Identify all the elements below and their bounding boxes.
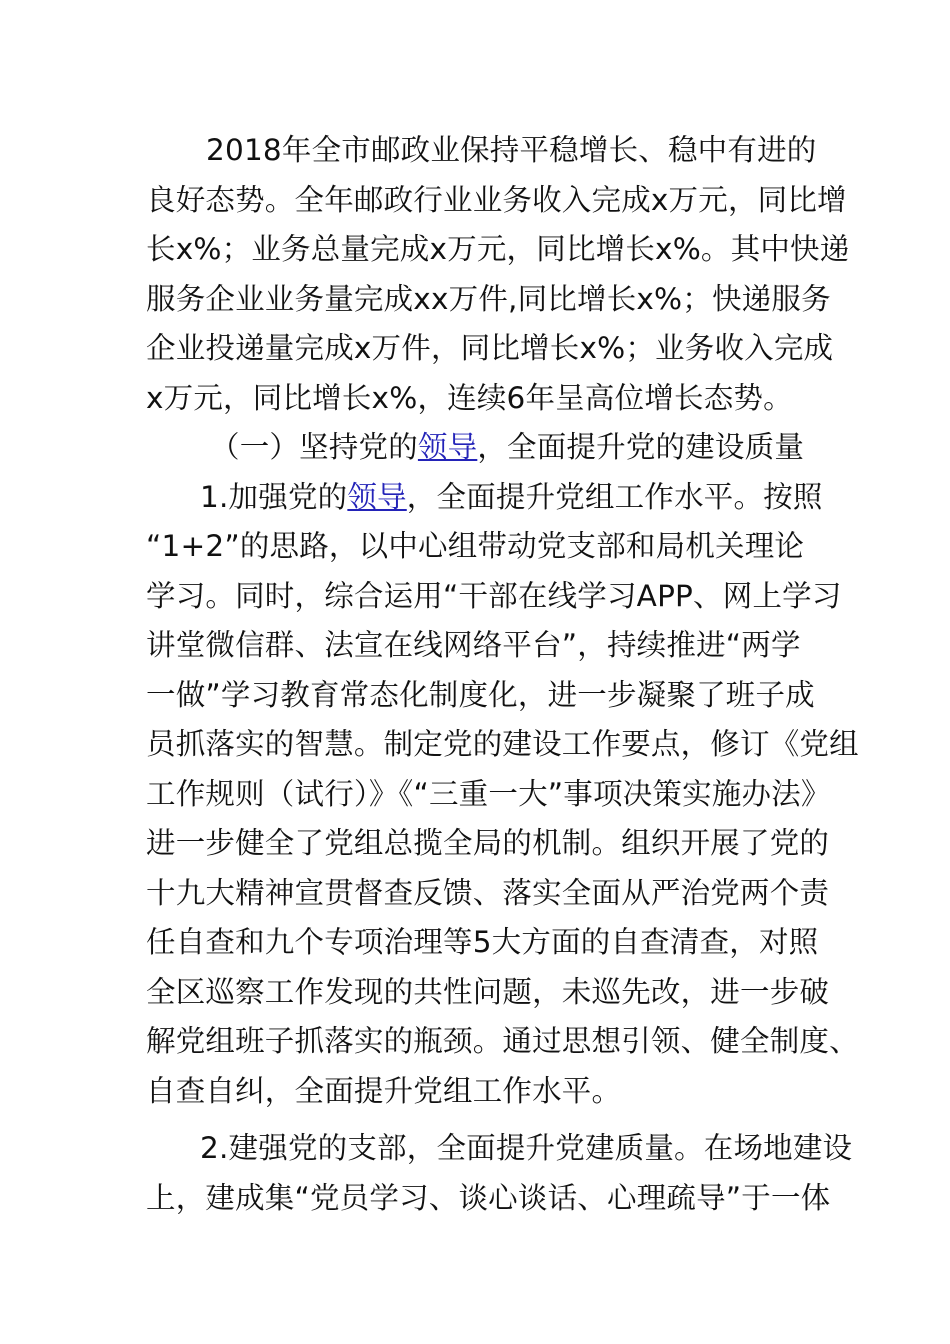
heading-text-before: （一）坚持党的 — [210, 430, 418, 464]
paragraph-line: 十九大精神宣贯督查反馈、落实全面从严治党两个责 — [146, 875, 830, 910]
paragraph-line: 上，建成集“党员学习、谈心谈话、心理疏导”于一体 — [146, 1180, 831, 1215]
paragraph-line: 进一步健全了党组总揽全局的机制。组织开展了党的 — [146, 826, 830, 860]
paragraph-line: 解党组班子抓落实的瓶颈。通过思想引领、健全制度、 — [146, 1024, 859, 1058]
paragraph-line: 学习。同时，综合运用“干部在线学习APP、网上学习 — [146, 578, 842, 613]
paragraph-line: 2.建强党的支部，全面提升党建质量。在场地建设 — [200, 1131, 853, 1165]
paragraph-line: 工作规则（试行）》《“三重一大”事项决策实施办法》 — [146, 776, 831, 811]
paragraph-line: 良好态势。全年邮政行业业务收入完成x万元，同比增 — [146, 182, 847, 217]
paragraph-line — [146, 473, 823, 523]
item-text-after: ，全面提升党组工作水平。按照 — [406, 479, 823, 514]
paragraph-line: x万元，同比增长x%，连续6年呈高位增长态势。 — [146, 380, 793, 415]
paragraph-line: “1+2”的思路，以中心组带动党支部和局机关理论 — [146, 529, 805, 563]
item-text-before: 1.加强党的 — [200, 479, 348, 514]
paragraph-line: 长x%；业务总量完成x万元，同比增长x%。其中快递 — [146, 232, 850, 266]
paragraph-line: 一做”学习教育常态化制度化，进一步凝聚了班子成 — [146, 677, 815, 712]
paragraph-line: 自查自纠，全面提升党组工作水平。 — [146, 1073, 622, 1108]
paragraph-line: 任自查和九个专项治理等5大方面的自查清查，对照 — [146, 925, 819, 959]
leadership-link[interactable]: 领导 — [347, 479, 407, 514]
paragraph-line: 讲堂微信群、法宣在线网络平台”，持续推进“两学 — [146, 628, 801, 662]
paragraph-line: 2018年全市邮政业保持平稳增长、稳中有进的 — [206, 133, 817, 167]
paragraph-line: 企业投递量完成x万件，同比增长x%；业务收入完成 — [146, 331, 834, 365]
paragraph-line: 员抓落实的智慧。制定党的建设工作要点，修订《党组 — [146, 727, 859, 761]
paragraph-line: 服务企业业务量完成xx万件,同比增长x%；快递服务 — [146, 281, 831, 316]
document-body — [146, 126, 859, 1223]
paragraph-line: 全区巡察工作发现的共性问题，未巡先改，进一步破 — [146, 974, 830, 1009]
leadership-link[interactable]: 领导 — [417, 430, 478, 464]
paragraph-spacer — [146, 1116, 811, 1124]
heading-text-after: ，全面提升党的建设质量 — [477, 430, 805, 464]
section-heading — [146, 423, 811, 473]
